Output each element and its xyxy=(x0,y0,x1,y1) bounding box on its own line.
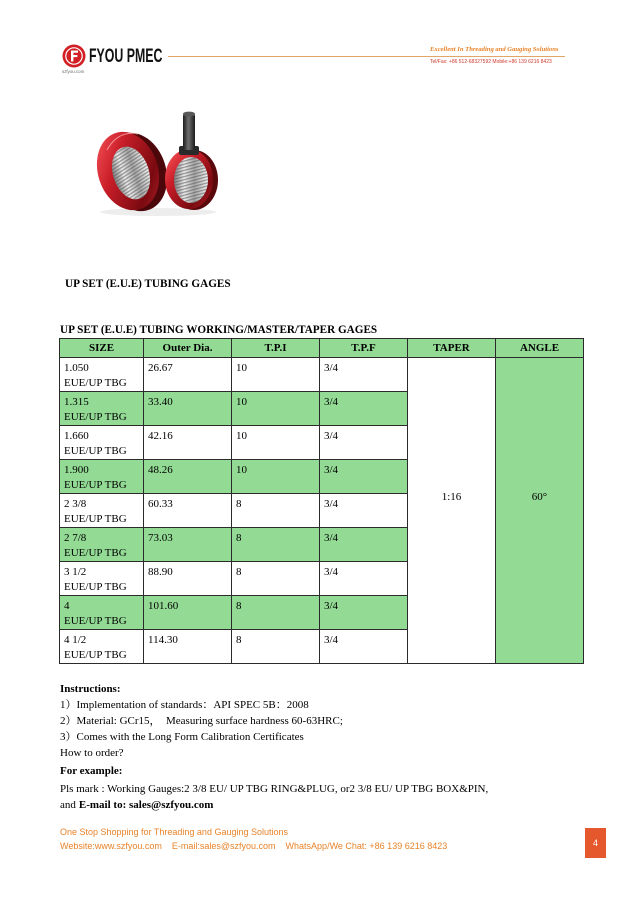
cell-tpi: 8 xyxy=(232,596,320,630)
size-value: 2 7/8 xyxy=(64,532,87,544)
col-header-size: SIZE xyxy=(60,339,144,358)
size-value: 3 1/2 xyxy=(64,566,87,578)
size-type: EUE/UP TBG xyxy=(64,581,127,593)
thread-ring-gauge-image xyxy=(90,124,177,218)
size-type: EUE/UP TBG xyxy=(64,445,127,457)
footer-website: Website:www.szfyou.com xyxy=(60,841,162,851)
example-text: Pls mark : Working Gauges:2 3/8 EU/ UP TBG RING&PLUG, or2 3/8 EU/ UP TBG BOX&PIN, xyxy=(60,783,489,795)
cell-size xyxy=(60,528,144,562)
email-line xyxy=(60,798,213,812)
thread-plug-gauge-image xyxy=(165,112,218,210)
cell-tpf: 3/4 xyxy=(320,426,408,460)
spec-table xyxy=(59,338,584,664)
instruction-item: 1）Implementation of standards：API SPEC 5B：2008 xyxy=(60,699,309,711)
cell-outer-dia: 88.90 xyxy=(144,562,232,596)
cell-size xyxy=(60,494,144,528)
size-type: EUE/UP TBG xyxy=(64,513,127,525)
instructions-heading: Instructions: xyxy=(60,683,121,695)
size-type: EUE/UP TBG xyxy=(64,649,127,661)
col-header-tpf: T.P.F xyxy=(320,339,408,358)
cell-tpi: 10 xyxy=(232,460,320,494)
instruction-item: 3）Comes with the Long Form Calibration Certificates xyxy=(60,731,304,743)
cell-size xyxy=(60,630,144,664)
size-type: EUE/UP TBG xyxy=(64,615,127,627)
size-type: EUE/UP TBG xyxy=(64,479,127,491)
email-text: E-mail to: sales@szfyou.com xyxy=(78,799,214,811)
col-header-taper: TAPER xyxy=(408,339,496,358)
cell-size xyxy=(60,392,144,426)
size-type: EUE/UP TBG xyxy=(64,547,127,559)
cell-size xyxy=(60,460,144,494)
cell-tpf: 3/4 xyxy=(320,460,408,494)
cell-tpi: 8 xyxy=(232,528,320,562)
cell-tpf: 3/4 xyxy=(320,358,408,392)
cell-tpi: 10 xyxy=(232,358,320,392)
tubing-gages-photo xyxy=(90,108,225,218)
cell-outer-dia: 101.60 xyxy=(144,596,232,630)
cell-outer-dia: 73.03 xyxy=(144,528,232,562)
example-heading: For example: xyxy=(60,765,123,777)
cell-size xyxy=(60,358,144,392)
page-number-badge: 4 xyxy=(585,828,606,858)
size-type: EUE/UP TBG xyxy=(64,377,127,389)
header-contact: Tel/Fax: +86 512-68327592 Mobile:+86 139 6216 8423 xyxy=(430,59,552,65)
logo-text: FYOU PMEC xyxy=(89,46,163,67)
section-title: UP SET (E.U.E) TUBING GAGES xyxy=(65,278,231,290)
email-prefix: and xyxy=(60,799,76,811)
cell-outer-dia: 114.30 xyxy=(144,630,232,664)
cell-angle: 60° xyxy=(496,358,584,664)
cell-tpi: 10 xyxy=(232,426,320,460)
cell-size xyxy=(60,426,144,460)
cell-tpf: 3/4 xyxy=(320,392,408,426)
logo-site-text: szfyou.com xyxy=(62,68,85,74)
table-caption: UP SET (E.U.E) TUBING WORKING/MASTER/TAPER GAGES xyxy=(60,324,378,336)
table-row xyxy=(60,358,584,392)
order-question: How to order? xyxy=(60,747,124,759)
cell-tpf: 3/4 xyxy=(320,562,408,596)
col-header-tpi: T.P.I xyxy=(232,339,320,358)
cell-outer-dia: 42.16 xyxy=(144,426,232,460)
cell-size xyxy=(60,562,144,596)
cell-outer-dia: 33.40 xyxy=(144,392,232,426)
footer-contact-line xyxy=(60,840,447,852)
cell-tpf: 3/4 xyxy=(320,528,408,562)
cell-tpf: 3/4 xyxy=(320,494,408,528)
size-value: 4 xyxy=(64,600,70,612)
footer-whatsapp: WhatsApp/We Chat: +86 139 6216 8423 xyxy=(285,841,448,851)
header-tagline: Excellent In Threading and Gauging Solutions xyxy=(430,45,559,53)
size-value: 4 1/2 xyxy=(64,634,87,646)
cell-tpi: 10 xyxy=(232,392,320,426)
size-type: EUE/UP TBG xyxy=(64,411,127,423)
footer-email: E-mail:sales@szfyou.com xyxy=(171,841,276,851)
cell-size xyxy=(60,596,144,630)
col-header-outer-dia: Outer Dia. xyxy=(144,339,232,358)
cell-tpi: 8 xyxy=(232,494,320,528)
cell-tpf: 3/4 xyxy=(320,596,408,630)
cell-outer-dia: 60.33 xyxy=(144,494,232,528)
footer-slogan: One Stop Shopping for Threading and Gauging Solutions xyxy=(60,827,288,837)
fyou-emblem-icon xyxy=(62,44,86,68)
cell-taper: 1:16 xyxy=(408,358,496,664)
size-value: 1.315 xyxy=(64,396,89,408)
col-header-angle: ANGLE xyxy=(496,339,584,358)
table-header-row xyxy=(60,339,584,358)
instruction-item: 2）Material: GCr15， Measuring surface hardness 60-63HRC; xyxy=(60,715,343,727)
cell-tpi: 8 xyxy=(232,562,320,596)
cell-outer-dia: 48.26 xyxy=(144,460,232,494)
header-divider xyxy=(168,56,565,57)
cell-tpf: 3/4 xyxy=(320,630,408,664)
cell-outer-dia: 26.67 xyxy=(144,358,232,392)
size-value: 1.900 xyxy=(64,464,89,476)
size-value: 1.660 xyxy=(64,430,89,442)
cell-tpi: 8 xyxy=(232,630,320,664)
size-value: 2 3/8 xyxy=(64,498,87,510)
size-value: 1.050 xyxy=(64,362,89,374)
